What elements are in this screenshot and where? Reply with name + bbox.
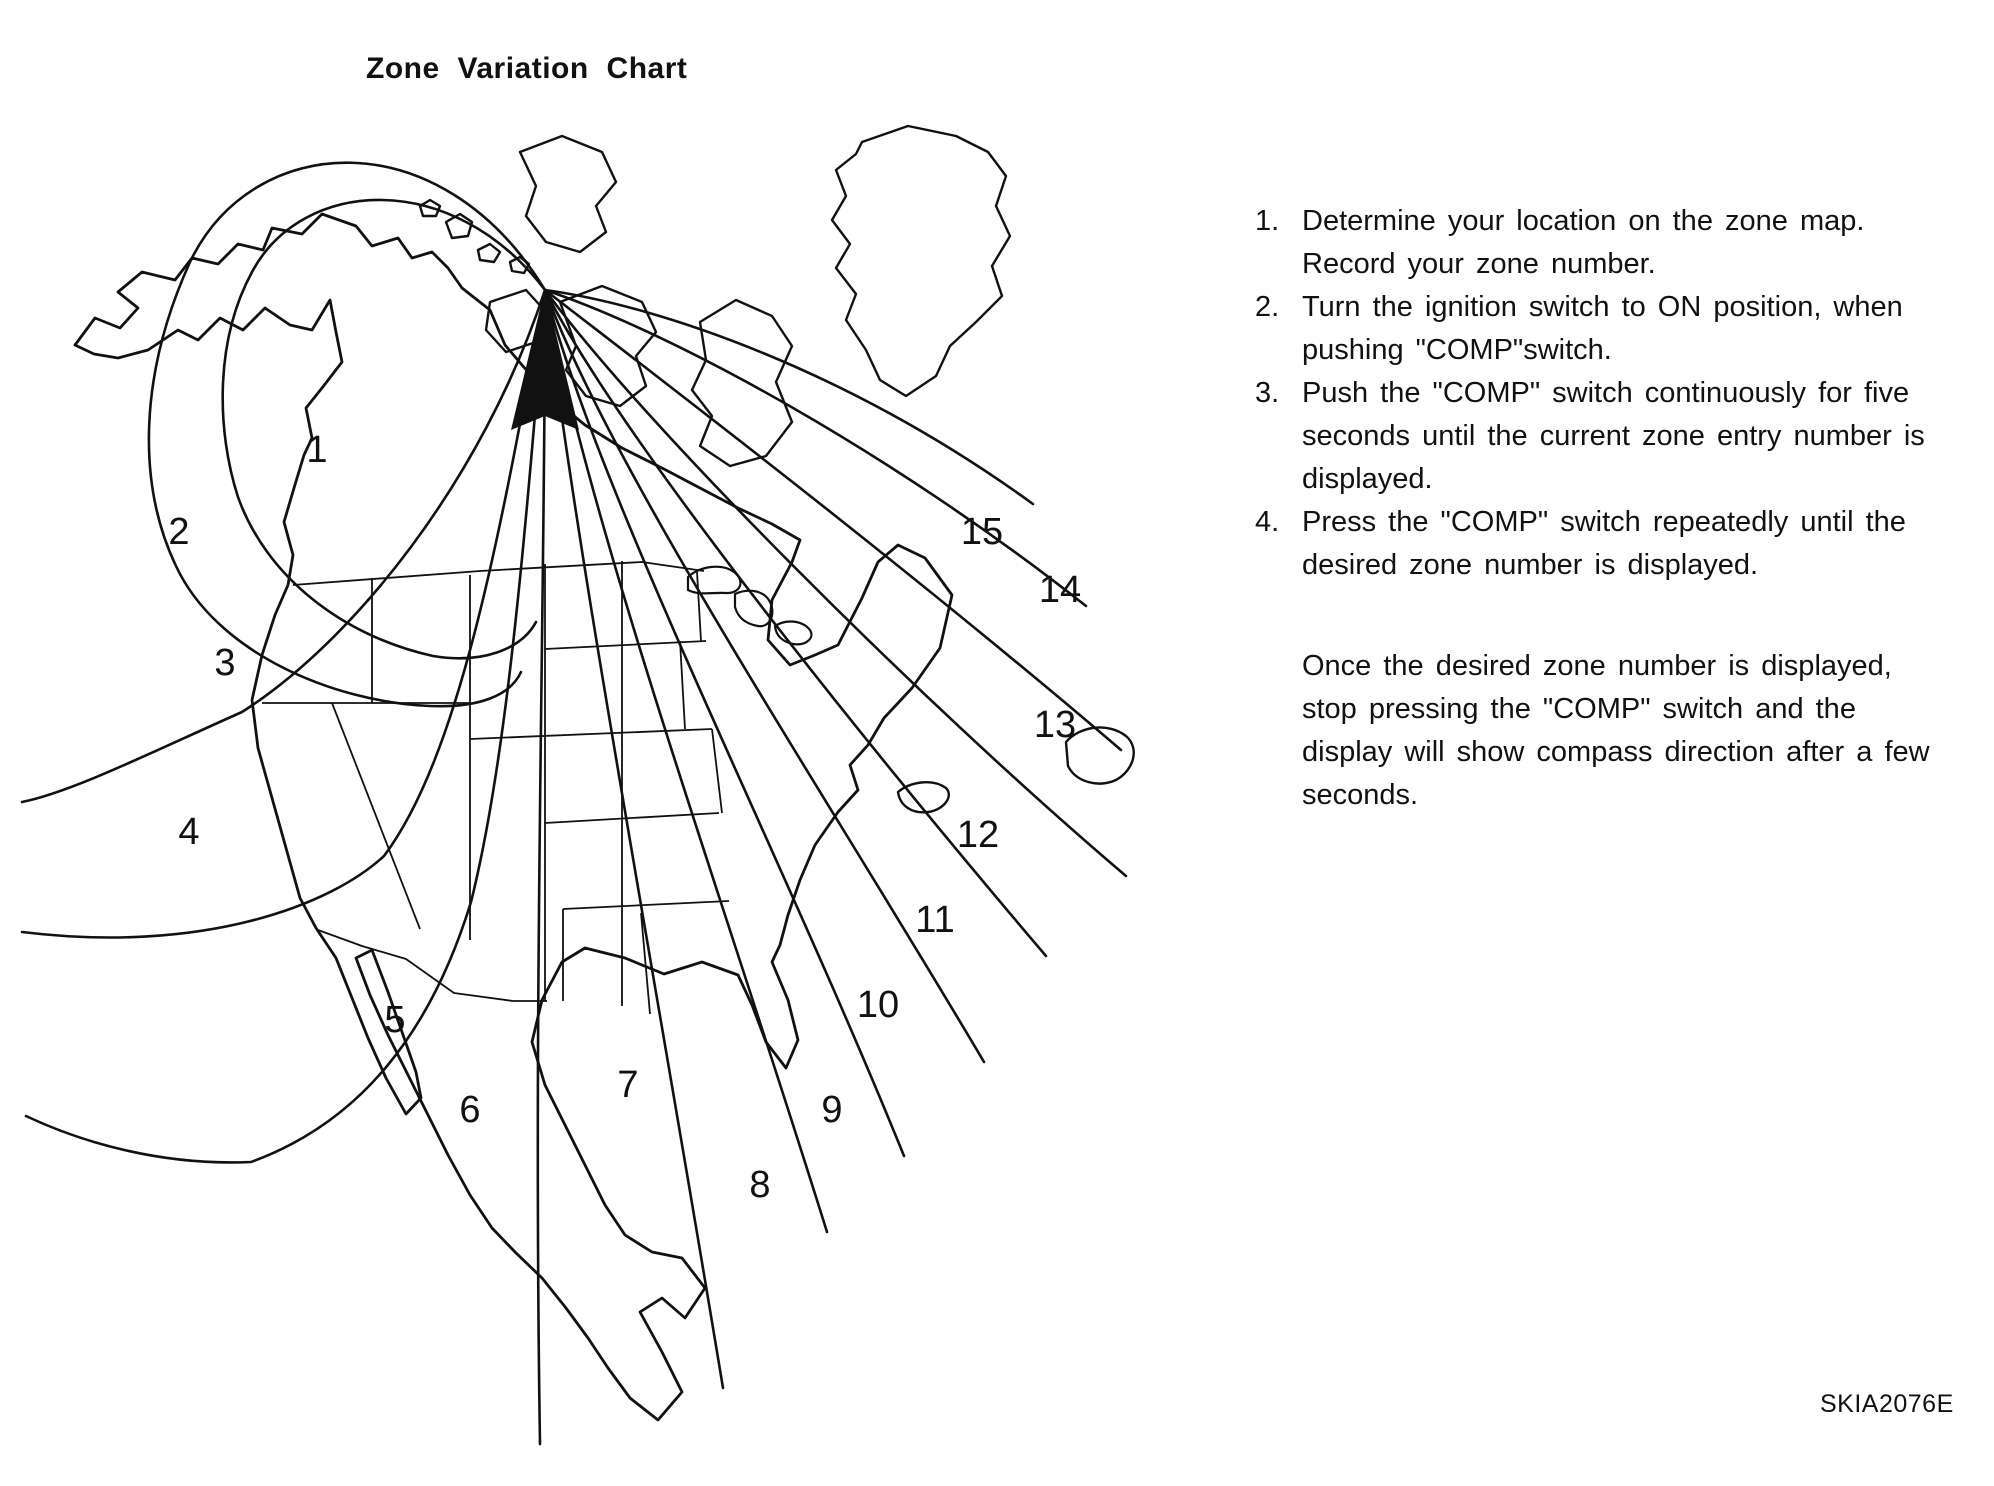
instruction-number: 2. — [1255, 291, 1280, 323]
zone-line-6-7 — [538, 290, 545, 1444]
instruction-number: 3. — [1255, 377, 1280, 409]
zone-line-15-outer — [545, 290, 1033, 504]
zone-label-3: 3 — [214, 642, 236, 684]
zone-label-14: 14 — [1038, 569, 1082, 611]
zone-label-13: 13 — [1033, 704, 1077, 746]
zone-line-14-15 — [545, 290, 1086, 606]
instruction-item-4 — [1255, 501, 1985, 587]
instruction-text: Turn the ignition switch to ON position, when pushing "COMP"switch. — [1302, 291, 1903, 366]
zone-line-9-10 — [545, 290, 904, 1156]
instruction-list — [1255, 200, 1985, 587]
figure-code: SKIA2076E — [1820, 1390, 1954, 1418]
chart-title: Zone Variation Chart — [366, 52, 688, 85]
zone-lines — [22, 163, 1126, 1444]
zone-label-8: 8 — [749, 1164, 771, 1206]
zone-label-12: 12 — [956, 814, 1000, 856]
state-borders — [262, 561, 729, 1014]
instruction-item-1 — [1255, 200, 1985, 286]
zone-label-2: 2 — [168, 511, 190, 553]
zone-label-15: 15 — [960, 511, 1004, 553]
zone-label-6: 6 — [459, 1089, 481, 1131]
instruction-text: Determine your location on the zone map. Record your zone number. — [1302, 205, 1865, 280]
zone-line-5-6 — [26, 290, 545, 1162]
zone-line-11-12 — [545, 290, 1046, 956]
instruction-text: Push the "COMP" switch continuously for five seconds until the current zone entry number is displayed. — [1302, 377, 1925, 495]
coastline — [75, 214, 955, 1420]
instruction-item-2 — [1255, 286, 1985, 372]
zone-label-10: 10 — [856, 984, 900, 1026]
zone-line-10-11 — [545, 290, 984, 1062]
zone-line-13-14 — [545, 290, 1121, 750]
zone-label-11: 11 — [915, 899, 955, 941]
zone-label-4: 4 — [178, 811, 200, 853]
zone-line-3-4 — [22, 290, 545, 802]
zone-label-5: 5 — [384, 999, 406, 1041]
zone-label-9: 9 — [821, 1089, 843, 1131]
instruction-text: Press the "COMP" switch repeatedly until the desired zone number is displayed. — [1302, 506, 1906, 581]
instruction-item-3 — [1255, 372, 1985, 501]
instruction-number: 4. — [1255, 506, 1280, 538]
zone-label-7: 7 — [617, 1064, 639, 1106]
zone-label-1: 1 — [306, 429, 328, 471]
zone-line-west-inner — [223, 200, 545, 658]
instruction-number: 1. — [1255, 205, 1280, 237]
note-paragraph: Once the desired zone number is displayed, stop pressing the "COMP" switch and the display will show compass direction after a few seconds. — [1302, 650, 1930, 811]
